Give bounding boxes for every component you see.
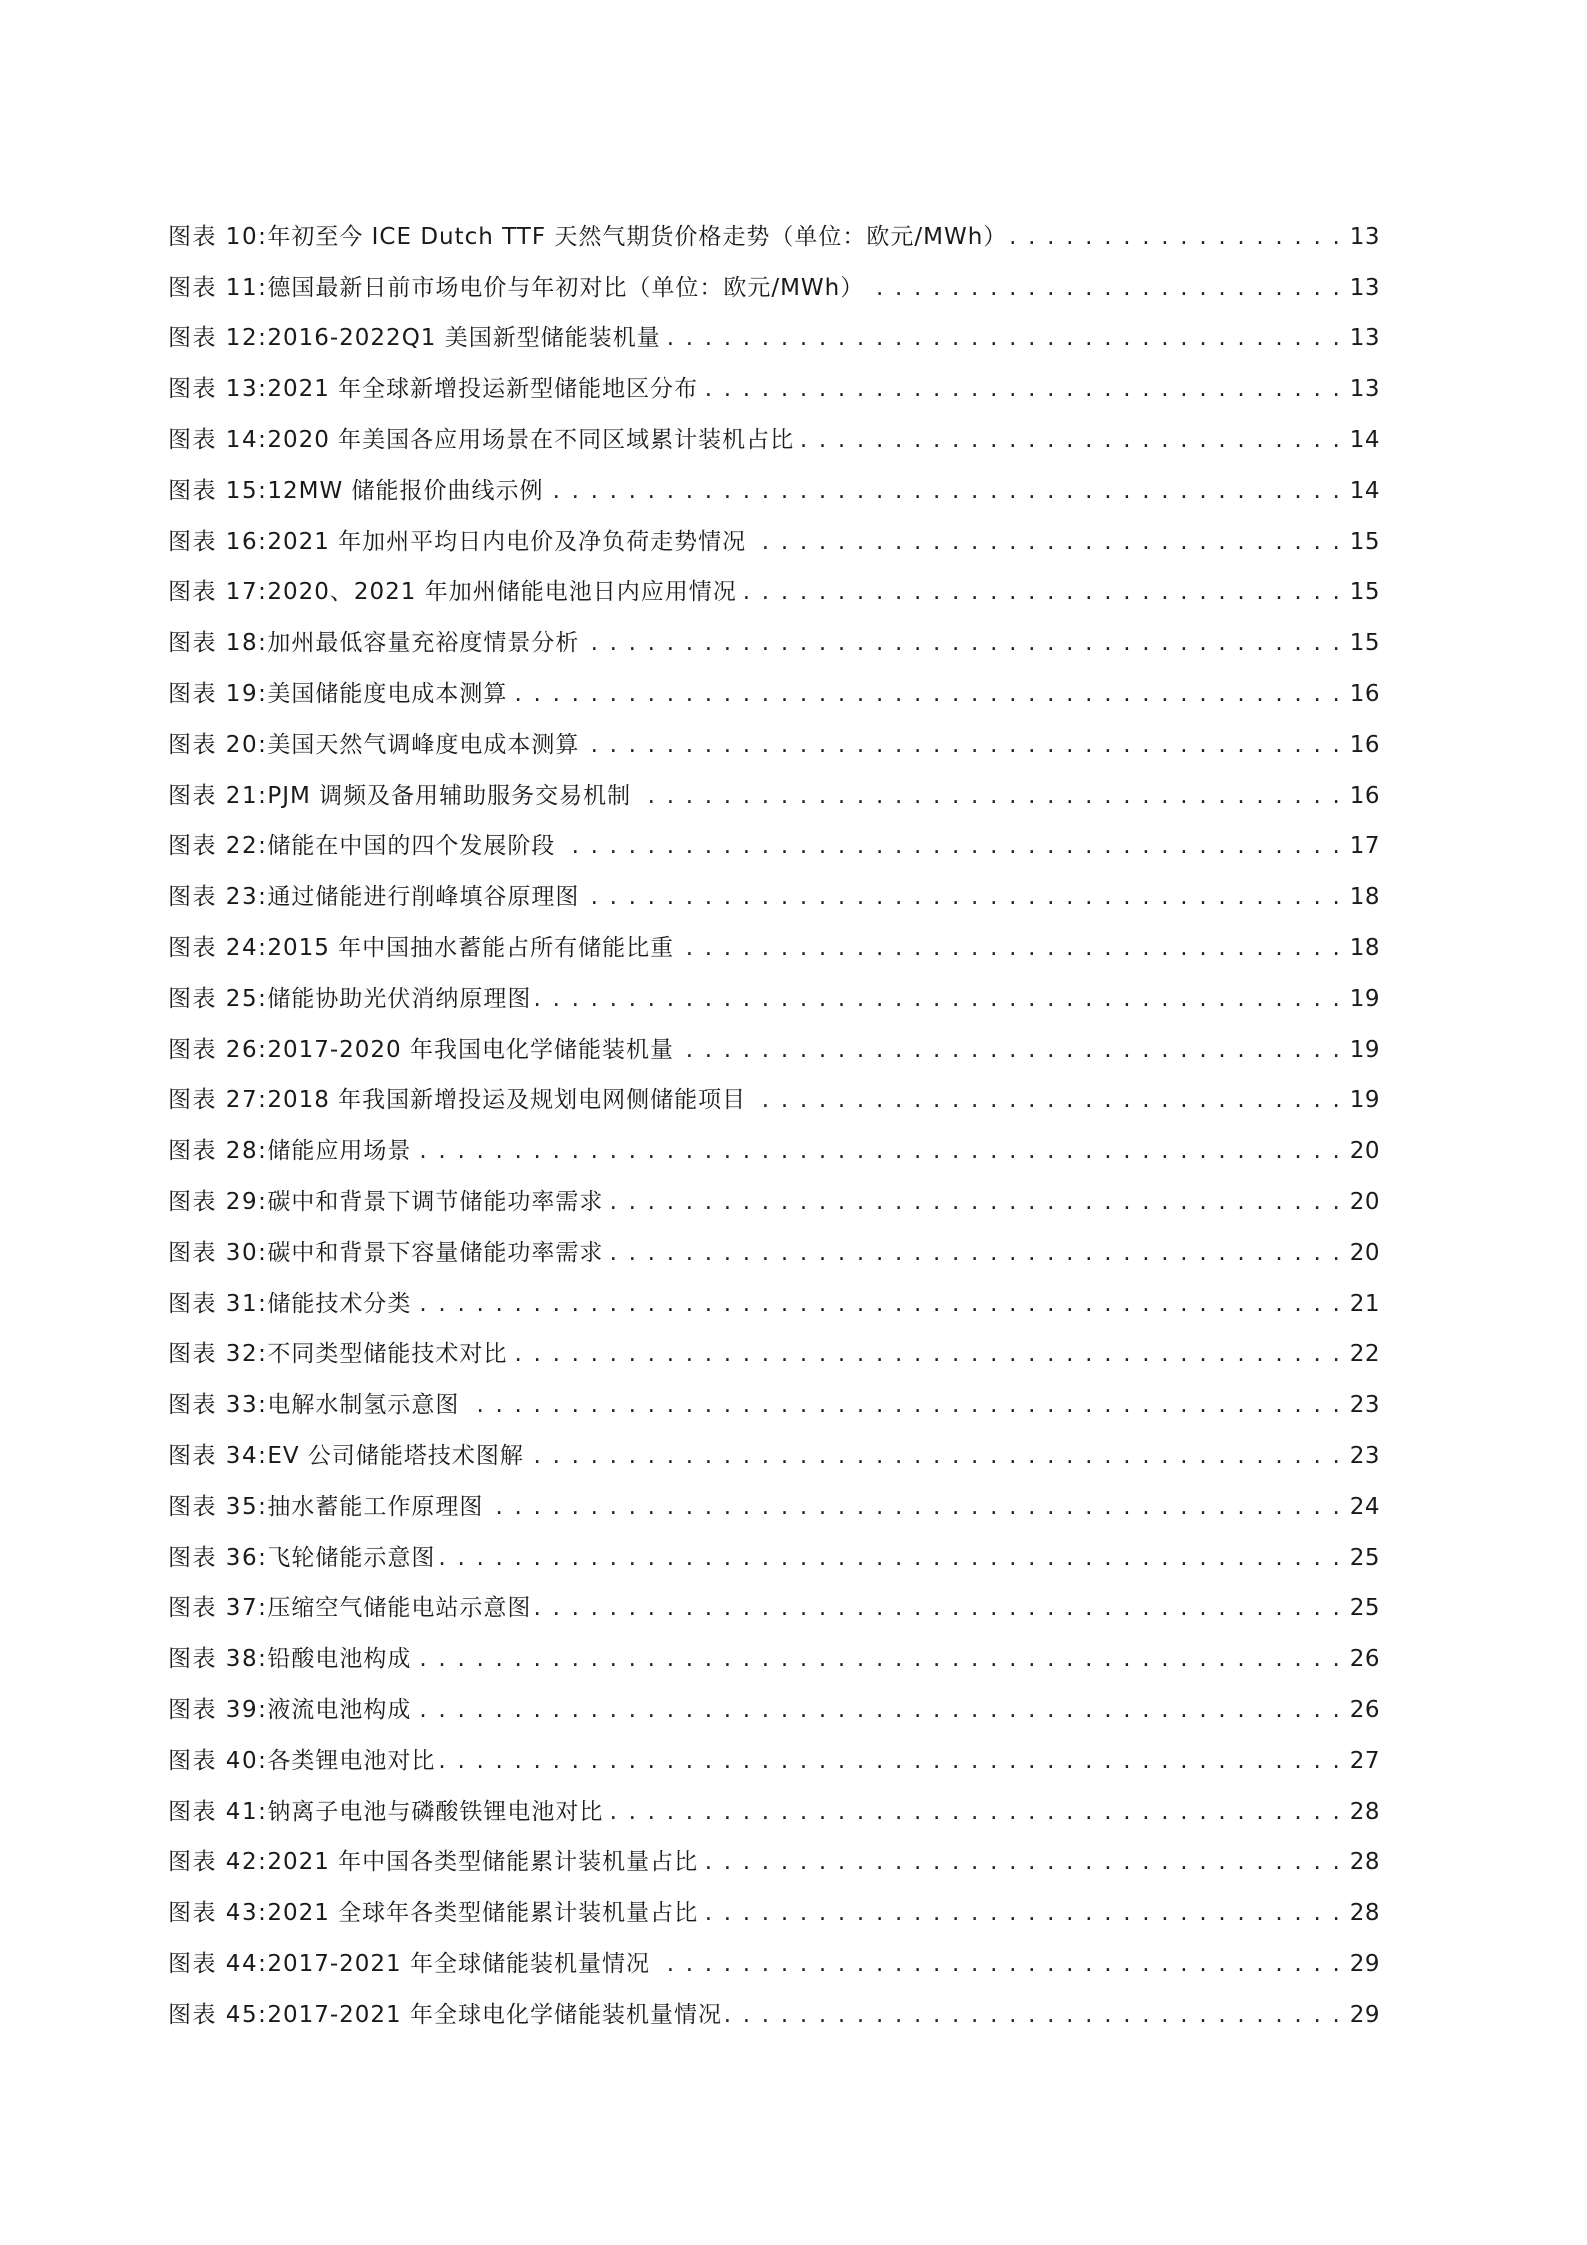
toc-entry-page: 19 bbox=[1349, 985, 1380, 1012]
toc-entry-page: 22 bbox=[1349, 1341, 1380, 1368]
toc-entry-title: 德国最新日前市场电价与年初对比（单位：欧元/MWh） bbox=[267, 274, 865, 301]
toc-entry-page: 25 bbox=[1349, 1595, 1380, 1622]
toc-entry[interactable] bbox=[168, 606, 1380, 657]
toc-entry[interactable] bbox=[168, 1114, 1380, 1165]
toc-entry[interactable] bbox=[168, 352, 1380, 403]
toc-entry[interactable] bbox=[168, 1978, 1380, 2029]
toc-entry-page: 26 bbox=[1349, 1646, 1380, 1673]
toc-entry[interactable] bbox=[168, 1876, 1380, 1927]
toc-dot-leader bbox=[750, 528, 1342, 556]
toc-dot-leader bbox=[463, 1391, 1342, 1419]
toc-entry-prefix: 图表 40: bbox=[168, 1747, 268, 1774]
toc-entry-page: 24 bbox=[1349, 1493, 1380, 1520]
toc-dot-leader bbox=[439, 1544, 1342, 1572]
toc-dot-leader bbox=[654, 1950, 1342, 1978]
toc-entry-page: 18 bbox=[1349, 884, 1380, 911]
toc-entry-prefix: 图表 37: bbox=[168, 1595, 268, 1622]
toc-entry[interactable] bbox=[168, 302, 1380, 353]
toc-entry-prefix: 图表 17: bbox=[168, 579, 268, 606]
toc-entry[interactable] bbox=[168, 1013, 1380, 1064]
toc-entry-prefix: 图表 18: bbox=[168, 630, 268, 657]
toc-entry-prefix: 图表 25: bbox=[168, 985, 268, 1012]
toc-dot-leader bbox=[528, 1442, 1342, 1470]
toc-entry-title: 抽水蓄能工作原理图 bbox=[267, 1493, 484, 1520]
toc-entry-prefix: 图表 45: bbox=[168, 2001, 268, 2028]
toc-dot-leader bbox=[559, 832, 1342, 860]
toc-entry-title: 不同类型储能技术对比 bbox=[267, 1341, 508, 1368]
toc-entry[interactable] bbox=[168, 251, 1380, 302]
toc-entry[interactable] bbox=[168, 911, 1380, 962]
toc-entry-title: 各类锂电池对比 bbox=[267, 1747, 436, 1774]
toc-entry-page: 13 bbox=[1349, 376, 1380, 403]
toc-entry-prefix: 图表 29: bbox=[168, 1188, 268, 1215]
toc-entry-title: EV 公司储能塔技术图解 bbox=[267, 1442, 524, 1469]
toc-dot-leader bbox=[511, 680, 1342, 708]
toc-entry-title: 储能在中国的四个发展阶段 bbox=[267, 833, 556, 860]
toc-dot-leader bbox=[726, 2001, 1342, 2029]
toc-entry-prefix: 图表 44: bbox=[168, 1950, 268, 1977]
toc-entry-page: 20 bbox=[1349, 1138, 1380, 1165]
toc-entry[interactable] bbox=[168, 810, 1380, 861]
toc-entry-title: 2020、2021 年加州储能电池日内应用情况 bbox=[267, 579, 737, 606]
toc-entry[interactable] bbox=[168, 962, 1380, 1013]
toc-entry-page: 20 bbox=[1349, 1188, 1380, 1215]
toc-entry-prefix: 图表 21: bbox=[168, 782, 268, 809]
toc-entry-page: 16 bbox=[1349, 680, 1380, 707]
toc-entry-title: 2021 年中国各类型储能累计装机量占比 bbox=[267, 1849, 699, 1876]
toc-entry-title: 储能技术分类 bbox=[267, 1290, 412, 1317]
toc-entry-page: 16 bbox=[1349, 782, 1380, 809]
toc-entry-page: 15 bbox=[1349, 579, 1380, 606]
toc-entry[interactable] bbox=[168, 759, 1380, 810]
toc-dot-leader bbox=[750, 1086, 1342, 1114]
toc-entry-prefix: 图表 39: bbox=[168, 1696, 268, 1723]
toc-dot-leader bbox=[678, 934, 1342, 962]
toc-entry-title: 铅酸电池构成 bbox=[267, 1646, 412, 1673]
toc-dot-leader bbox=[635, 782, 1342, 810]
toc-dot-leader bbox=[487, 1493, 1342, 1521]
toc-entry-title: 2018 年我国新增投运及规划电网侧储能项目 bbox=[267, 1087, 747, 1114]
toc-entry-title: 2017-2021 年全球储能装机量情况 bbox=[267, 1950, 651, 1977]
toc-entry-prefix: 图表 13: bbox=[168, 376, 268, 403]
toc-entry[interactable] bbox=[168, 1724, 1380, 1775]
toc-entry[interactable] bbox=[168, 454, 1380, 505]
toc-entry-title: 钠离子电池与磷酸铁锂电池对比 bbox=[267, 1798, 604, 1825]
toc-entry-prefix: 图表 19: bbox=[168, 680, 268, 707]
toc-entry-page: 15 bbox=[1349, 528, 1380, 555]
toc-dot-leader bbox=[702, 1848, 1342, 1876]
toc-entry-prefix: 图表 42: bbox=[168, 1849, 268, 1876]
toc-dot-leader bbox=[665, 324, 1342, 352]
toc-entry-page: 28 bbox=[1349, 1849, 1380, 1876]
toc-entry-page: 19 bbox=[1349, 1087, 1380, 1114]
toc-dot-leader bbox=[511, 1340, 1342, 1368]
toc-entry-prefix: 图表 23: bbox=[168, 884, 268, 911]
toc-dot-leader bbox=[439, 1747, 1342, 1775]
toc-entry-page: 28 bbox=[1349, 1900, 1380, 1927]
toc-dot-leader bbox=[548, 477, 1343, 505]
toc-dot-leader bbox=[415, 1696, 1342, 1724]
toc-entry[interactable] bbox=[168, 1216, 1380, 1267]
toc-entry[interactable] bbox=[168, 657, 1380, 708]
toc-entry-title: 2020 年美国各应用场景在不同区域累计装机占比 bbox=[267, 426, 795, 453]
toc-entry-title: 2015 年中国抽水蓄能占所有储能比重 bbox=[267, 934, 675, 961]
toc-entry-title: 2021 年加州平均日内电价及净负荷走势情况 bbox=[267, 528, 747, 555]
toc-entry-prefix: 图表 15: bbox=[168, 477, 268, 504]
toc-entry-page: 26 bbox=[1349, 1696, 1380, 1723]
toc-entry-prefix: 图表 41: bbox=[168, 1798, 268, 1825]
toc-entry-page: 17 bbox=[1349, 833, 1380, 860]
toc-entry-prefix: 图表 33: bbox=[168, 1392, 268, 1419]
toc-entry-page: 19 bbox=[1349, 1036, 1380, 1063]
toc-dot-leader bbox=[583, 883, 1342, 911]
toc-entry-prefix: 图表 12: bbox=[168, 325, 268, 352]
toc-entry-prefix: 图表 27: bbox=[168, 1087, 268, 1114]
toc-entry[interactable] bbox=[168, 1368, 1380, 1419]
toc-entry-page: 13 bbox=[1349, 223, 1380, 250]
toc-entry[interactable] bbox=[168, 1165, 1380, 1216]
toc-entry[interactable] bbox=[168, 860, 1380, 911]
toc-entry-prefix: 图表 35: bbox=[168, 1493, 268, 1520]
toc-entry-page: 29 bbox=[1349, 1950, 1380, 1977]
toc-dot-leader bbox=[678, 1036, 1342, 1064]
toc-entry[interactable] bbox=[168, 708, 1380, 759]
toc-entry-title: 压缩空气储能电站示意图 bbox=[267, 1595, 532, 1622]
toc-entry-prefix: 图表 14: bbox=[168, 426, 268, 453]
toc-entry-title: 美国储能度电成本测算 bbox=[267, 680, 508, 707]
toc-dot-leader bbox=[415, 1645, 1342, 1673]
toc-entry-page: 21 bbox=[1349, 1290, 1380, 1317]
toc-entry-page: 16 bbox=[1349, 731, 1380, 758]
toc-entry-title: 碳中和背景下调节储能功率需求 bbox=[267, 1188, 604, 1215]
toc-entry-prefix: 图表 36: bbox=[168, 1544, 268, 1571]
toc-entry-title: 通过储能进行削峰填谷原理图 bbox=[267, 884, 580, 911]
toc-dot-leader bbox=[798, 426, 1342, 454]
toc-entry[interactable] bbox=[168, 1775, 1380, 1826]
toc-entry[interactable] bbox=[168, 1572, 1380, 1623]
toc-entry-title: 加州最低容量充裕度情景分析 bbox=[267, 630, 580, 657]
toc-entry-prefix: 图表 20: bbox=[168, 731, 268, 758]
toc-entry[interactable] bbox=[168, 1419, 1380, 1470]
toc-entry-prefix: 图表 26: bbox=[168, 1036, 268, 1063]
toc-entry-page: 23 bbox=[1349, 1442, 1380, 1469]
toc-entry-page: 18 bbox=[1349, 934, 1380, 961]
toc-dot-leader bbox=[868, 274, 1342, 302]
toc-entry-title: 2016-2022Q1 美国新型储能装机量 bbox=[267, 325, 661, 352]
toc-entry[interactable] bbox=[168, 1521, 1380, 1572]
toc-entry-title: 储能应用场景 bbox=[267, 1138, 412, 1165]
toc-entry-page: 25 bbox=[1349, 1544, 1380, 1571]
toc-dot-leader bbox=[702, 375, 1342, 403]
toc-entry-title: 飞轮储能示意图 bbox=[267, 1544, 436, 1571]
toc-entry-title: 电解水制氢示意图 bbox=[267, 1392, 460, 1419]
toc-entry-title: 年初至今 ICE Dutch TTF 天然气期货价格走势（单位：欧元/MWh） bbox=[267, 223, 1008, 250]
toc-entry[interactable] bbox=[168, 1318, 1380, 1369]
toc-entry-title: 储能协助光伏消纳原理图 bbox=[267, 985, 532, 1012]
toc-entry-title: 液流电池构成 bbox=[267, 1696, 412, 1723]
toc-entry[interactable] bbox=[168, 1267, 1380, 1318]
toc-dot-leader bbox=[741, 578, 1342, 606]
toc-entry-page: 27 bbox=[1349, 1747, 1380, 1774]
toc-entry-title: 2017-2020 年我国电化学储能装机量 bbox=[267, 1036, 675, 1063]
toc-entry[interactable] bbox=[168, 200, 1380, 251]
toc-entry-page: 29 bbox=[1349, 2001, 1380, 2028]
toc-entry[interactable] bbox=[168, 556, 1380, 607]
toc-entry-title: 12MW 储能报价曲线示例 bbox=[267, 477, 544, 504]
toc-dot-leader bbox=[583, 629, 1342, 657]
toc-dot-leader bbox=[1011, 223, 1342, 251]
toc-entry-prefix: 图表 31: bbox=[168, 1290, 268, 1317]
toc-entry[interactable] bbox=[168, 1826, 1380, 1877]
toc-dot-leader bbox=[607, 1798, 1342, 1826]
toc-entry[interactable] bbox=[168, 1064, 1380, 1115]
toc-entry-title: 2021 全球年各类型储能累计装机量占比 bbox=[267, 1900, 699, 1927]
toc-entry-prefix: 图表 30: bbox=[168, 1239, 268, 1266]
toc-entry-prefix: 图表 38: bbox=[168, 1646, 268, 1673]
toc-entry-prefix: 图表 22: bbox=[168, 833, 268, 860]
toc-entry-prefix: 图表 11: bbox=[168, 274, 268, 301]
toc-dot-leader bbox=[607, 1239, 1342, 1267]
toc-entry-title: 碳中和背景下容量储能功率需求 bbox=[267, 1239, 604, 1266]
toc-entry[interactable] bbox=[168, 403, 1380, 454]
toc-entry-page: 15 bbox=[1349, 630, 1380, 657]
toc-entry-prefix: 图表 43: bbox=[168, 1900, 268, 1927]
toc-entry-prefix: 图表 10: bbox=[168, 223, 268, 250]
toc-entry-prefix: 图表 32: bbox=[168, 1341, 268, 1368]
toc-entry-prefix: 图表 24: bbox=[168, 934, 268, 961]
toc-entry-page: 20 bbox=[1349, 1239, 1380, 1266]
toc-dot-leader bbox=[535, 1594, 1342, 1622]
toc-entry[interactable] bbox=[168, 1470, 1380, 1521]
toc-entry-prefix: 图表 28: bbox=[168, 1138, 268, 1165]
toc-entry-prefix: 图表 16: bbox=[168, 528, 268, 555]
toc-entry[interactable] bbox=[168, 505, 1380, 556]
toc-dot-leader bbox=[535, 985, 1342, 1013]
toc-entry-title: 2017-2021 年全球电化学储能装机量情况 bbox=[267, 2001, 723, 2028]
toc-dot-leader bbox=[607, 1188, 1342, 1216]
toc-entry-page: 13 bbox=[1349, 274, 1380, 301]
toc-entry[interactable] bbox=[168, 1927, 1380, 1978]
toc-entry-prefix: 图表 34: bbox=[168, 1442, 268, 1469]
toc-dot-leader bbox=[583, 731, 1342, 759]
toc-entry-page: 14 bbox=[1349, 477, 1380, 504]
toc-entry[interactable] bbox=[168, 1673, 1380, 1724]
toc-dot-leader bbox=[415, 1137, 1342, 1165]
toc-dot-leader bbox=[415, 1290, 1342, 1318]
toc-entry-page: 23 bbox=[1349, 1392, 1380, 1419]
toc-dot-leader bbox=[702, 1899, 1342, 1927]
figure-toc-list bbox=[168, 200, 1380, 2029]
toc-entry-page: 14 bbox=[1349, 426, 1380, 453]
toc-entry-title: 2021 年全球新增投运新型储能地区分布 bbox=[267, 376, 699, 403]
toc-entry-title: 美国天然气调峰度电成本测算 bbox=[267, 731, 580, 758]
toc-entry-page: 13 bbox=[1349, 325, 1380, 352]
toc-entry[interactable] bbox=[168, 1622, 1380, 1673]
toc-entry-title: PJM 调频及备用辅助服务交易机制 bbox=[267, 782, 632, 809]
toc-entry-page: 28 bbox=[1349, 1798, 1380, 1825]
